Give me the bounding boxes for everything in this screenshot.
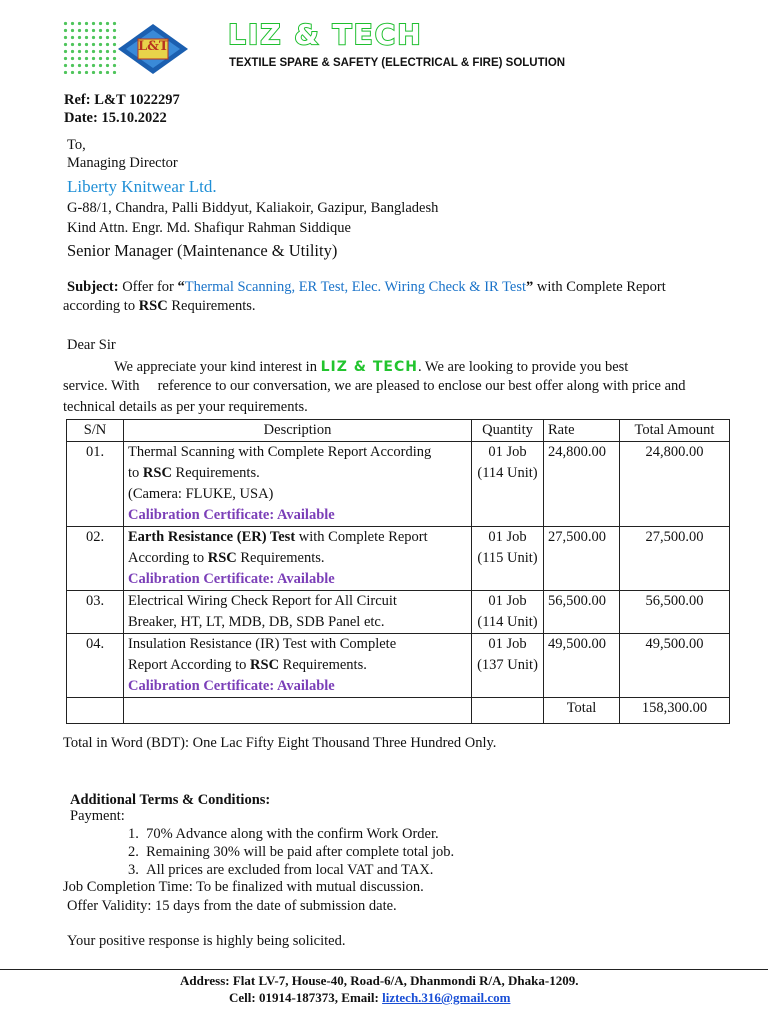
table-row: 02. Earth Resistance (ER) Test with Complete Report According to RSC Requirements. Calibration Certificate: Available 01 Job (115 Unit) 27,500.00 27,500.00 bbox=[67, 527, 730, 591]
footer-divider bbox=[0, 969, 768, 970]
intro-line-2: service. With reference to our conversation, we are pleased to enclose our best offer along with price and bbox=[63, 378, 686, 394]
intro-line-1: We appreciate your kind interest in LIZ & TECH. We are looking to provide you best bbox=[114, 359, 629, 375]
list-item: 2. Remaining 30% will be paid after complete total job. bbox=[128, 844, 455, 860]
calibration-note: Calibration Certificate: Available bbox=[128, 678, 335, 694]
inline-brand: LIZ & TECH bbox=[320, 359, 418, 375]
terms-heading: Additional Terms & Conditions: bbox=[70, 792, 271, 808]
brand-name: LIZ & TECH bbox=[228, 18, 423, 51]
header-sn: S/N bbox=[67, 420, 124, 442]
payment-label: Payment: bbox=[70, 808, 125, 824]
subject-highlight: Thermal Scanning, ER Test, Elec. Wiring Check & IR Test bbox=[184, 279, 527, 295]
brand-tagline: TEXTILE SPARE & SAFETY (ELECTRICAL & FIRE) SOLUTION bbox=[229, 57, 566, 69]
header-description: Description bbox=[124, 420, 472, 442]
logo-text: L&T bbox=[138, 39, 169, 54]
closing-line: Your positive response is highly being solicited. bbox=[67, 933, 346, 949]
table-row: 04. Insulation Resistance (IR) Test with Complete Report According to RSC Requirements. Calibration Certificate: Available 01 Job (137 Unit) 49,500.00 49,500.00 bbox=[67, 634, 730, 698]
footer-address: Address: Flat LV-7, House-40, Road-6/A, Dhanmondi R/A, Dhaka-1209. bbox=[180, 973, 579, 988]
logo-dot-pattern bbox=[62, 20, 120, 74]
footer-contact: Cell: 01914-187373, Email: liztech.316@gmail.com bbox=[229, 990, 511, 1005]
recipient-title: Managing Director bbox=[67, 155, 178, 171]
table-row: 03. Electrical Wiring Check Report for All Circuit Breaker, HT, LT, MDB, DB, SDB Panel etc. 01 Job (114 Unit) 56,500.00 56,500.00 bbox=[67, 591, 730, 634]
table-total-row bbox=[67, 698, 730, 724]
recipient-position: Senior Manager (Maintenance & Utility) bbox=[67, 241, 338, 260]
salutation: Dear Sir bbox=[67, 337, 116, 353]
header-rate: Rate bbox=[544, 420, 620, 442]
letter-date: Date: 15.10.2022 bbox=[64, 110, 167, 126]
header-total: Total Amount bbox=[620, 420, 730, 442]
total-label: Total bbox=[544, 698, 620, 724]
recipient-to: To, bbox=[67, 137, 86, 153]
email-link[interactable]: liztech.316@gmail.com bbox=[382, 990, 511, 1005]
total-in-words: Total in Word (BDT): One Lac Fifty Eight Thousand Three Hundred Only. bbox=[63, 735, 497, 751]
recipient-company: Liberty Knitwear Ltd. bbox=[67, 177, 217, 196]
offer-validity: Offer Validity: 15 days from the date of submission date. bbox=[67, 898, 397, 914]
recipient-address: G-88/1, Chandra, Palli Biddyut, Kaliakoir, Gazipur, Bangladesh bbox=[67, 200, 439, 216]
offer-table bbox=[66, 419, 730, 724]
subject-label: Subject: bbox=[67, 279, 119, 295]
calibration-note: Calibration Certificate: Available bbox=[128, 507, 335, 523]
list-item: 1. 70% Advance along with the confirm Work Order. bbox=[128, 826, 439, 842]
calibration-note: Calibration Certificate: Available bbox=[128, 571, 335, 587]
completion-time: Job Completion Time: To be finalized with mutual discussion. bbox=[63, 879, 424, 895]
intro-line-3: technical details as per your requirements. bbox=[63, 399, 308, 415]
table-row: 01. Thermal Scanning with Complete Report According to RSC Requirements. (Camera: FLUKE, USA) Calibration Certificate: Available 01 Job (114 Unit) 24,800.00 24,800.00 bbox=[67, 442, 730, 527]
subject-line: Subject: Offer for “Thermal Scanning, ER Test, Elec. Wiring Check & IR Test” with Complete Report bbox=[67, 279, 666, 295]
subject-line-2: according to RSC Requirements. bbox=[63, 298, 256, 314]
total-value: 158,300.00 bbox=[620, 698, 730, 724]
recipient-attention: Kind Attn. Engr. Md. Shafiqur Rahman Siddique bbox=[67, 220, 351, 236]
list-item: 3. All prices are excluded from local VAT and TAX. bbox=[128, 862, 434, 878]
table-header-row bbox=[67, 420, 730, 442]
header-quantity: Quantity bbox=[472, 420, 544, 442]
reference-number: Ref: L&T 1022297 bbox=[64, 92, 180, 108]
